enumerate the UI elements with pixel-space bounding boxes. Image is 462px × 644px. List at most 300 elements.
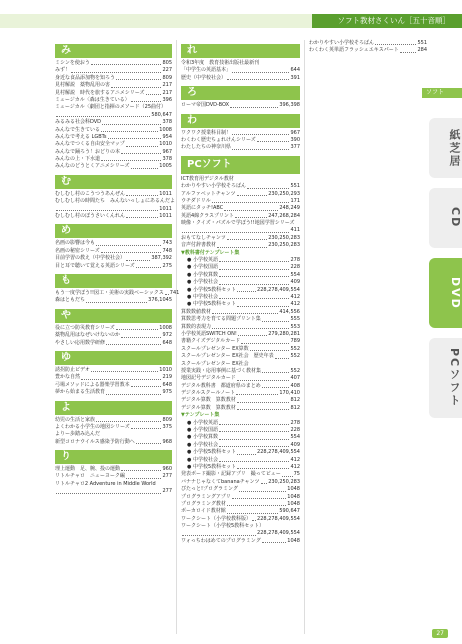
index-entry <box>181 250 300 257</box>
entry-page: 1011 <box>159 205 172 212</box>
entry-title: デジタル算数 算数教材 <box>181 397 236 404</box>
leader-dots <box>237 405 290 410</box>
entry-page: 1008 <box>159 324 172 331</box>
entry-page: 809 <box>162 74 172 81</box>
entry-page: 407 <box>290 375 300 382</box>
tab-cd[interactable]: CD <box>429 188 462 248</box>
leader-dots <box>237 375 290 380</box>
entry-page: 1048 <box>287 537 300 544</box>
entry-title: ウチダドリル <box>181 197 211 204</box>
section-heading: も <box>55 274 172 288</box>
entry-page: 377 <box>290 144 300 151</box>
entry-page: 552 <box>290 353 300 360</box>
entry-title: 書籍クイズデジタルカード <box>181 338 241 345</box>
entry-title: みんなのどうとくアニメシリーズ <box>55 163 130 170</box>
leader-dots <box>230 102 278 107</box>
entry-page: 228,278,409,554 <box>257 286 300 293</box>
entry-page: 277 <box>162 488 172 495</box>
index-entry <box>55 340 172 347</box>
entry-page: 967 <box>162 148 172 155</box>
entry-page: 396 <box>162 96 172 103</box>
leader-dots <box>238 331 267 336</box>
entry-title: 算数的表現力 <box>181 323 212 330</box>
entry-title: わかりやすい小学校そろばん <box>181 183 247 190</box>
leader-dots <box>247 183 289 188</box>
entry-title: スクールプレゼンター EX社会 歴史年表 <box>181 353 274 360</box>
leader-dots <box>219 420 290 425</box>
leader-dots <box>237 301 289 306</box>
entry-page: 391 <box>290 74 300 81</box>
index-entry <box>181 361 300 368</box>
leader-dots <box>252 516 256 521</box>
index-entry <box>181 130 300 137</box>
entry-title: スクールプレゼンター EX算数 <box>181 345 249 352</box>
entry-page: 227 <box>162 67 172 74</box>
leader-dots <box>262 368 289 373</box>
entry-title: みんなで考える LGBTs <box>55 133 107 140</box>
entry-title: 音声付辞書教材 <box>181 242 217 249</box>
entry-page: 75 <box>293 471 300 478</box>
entry-title: 令和3年度 教育技術出版社最新刊 <box>181 60 260 66</box>
leader-dots <box>131 163 159 168</box>
entry-page: 1048 <box>287 493 300 500</box>
entry-page: 552 <box>290 345 300 352</box>
leader-dots <box>375 40 416 45</box>
entry-title: みんなの上・下水道 <box>55 156 101 163</box>
entry-title: むしむし村のこうつうあんぜん <box>55 190 126 197</box>
leader-dots <box>136 263 162 268</box>
index-entry <box>55 127 172 134</box>
entry-title: 身近な食品添加物を知ろう <box>55 74 116 81</box>
entry-page: 748 <box>162 247 172 254</box>
index-entry <box>55 60 172 67</box>
entry-title: みるみる社会科DVD <box>55 119 102 126</box>
leader-dots <box>257 137 290 142</box>
entry-title: ミュージカル〈劇団と指揮のメソード（25曲付） <box>55 104 167 111</box>
index-column-2 <box>181 40 300 545</box>
entry-page: 414,556 <box>279 308 300 315</box>
entry-page: 378 <box>162 119 172 126</box>
entry-title: ● 中学校5教科セット <box>187 301 237 308</box>
entry-title: 目と耳で聴いて覚える英語シリーズ <box>55 262 135 269</box>
leader-dots <box>282 471 293 476</box>
entry-page: 968 <box>162 438 172 445</box>
entry-title: ● 小学校算数 <box>187 271 218 278</box>
entry-page: 277 <box>162 473 172 480</box>
index-entry <box>55 263 172 270</box>
entry-title: やさしい応用数学研修 <box>55 339 106 346</box>
entry-title: わたしたちの神奈川県 <box>181 144 232 151</box>
index-entry <box>181 523 300 530</box>
entry-title: 目前学習の教え（中学校社会） <box>55 255 126 262</box>
entry-title: プログラミング教材 <box>181 500 226 507</box>
entry-page: 741 <box>169 289 180 296</box>
entry-title: 誘拐防止ビデオ <box>55 366 90 373</box>
entry-page: 230,250,293 <box>268 190 300 197</box>
leader-dots <box>239 486 286 491</box>
index-entry <box>181 75 300 82</box>
index-entry <box>181 102 300 109</box>
entry-title: 夢から始まる生活教育 <box>55 389 106 396</box>
entry-title: むしむし村の時間たち みんないっしょにあるんだよ <box>55 198 176 205</box>
index-entry <box>181 242 300 249</box>
entry-title: 見村解説 薬物乱用の害 <box>55 82 111 89</box>
entry-title: 地図記号デジタルカード <box>181 375 236 382</box>
index-entry <box>181 353 300 360</box>
entry-page: 1008 <box>159 126 172 133</box>
entry-title: 英語4線クラスプリント <box>181 212 234 219</box>
entry-title: ● 小学校5教科セット <box>187 449 237 456</box>
leader-dots <box>237 464 289 469</box>
index-entry <box>55 431 172 438</box>
leader-dots <box>224 205 278 210</box>
leader-dots <box>250 346 290 351</box>
entry-page: 228,278,409,554 <box>257 449 300 456</box>
page-number: 27 <box>432 629 448 638</box>
section-heading: む <box>55 175 172 189</box>
leader-dots <box>232 144 289 149</box>
leader-dots <box>227 501 286 506</box>
leader-dots <box>237 449 256 454</box>
entry-title: ミシンを使おう <box>55 60 90 66</box>
entry-page: 228 <box>290 427 300 434</box>
entry-title: 発表ボード撮影・記録アプリ 撮ってビュー <box>181 471 281 478</box>
leader-dots <box>236 390 278 395</box>
entry-title: デジタル教科書 都道府県のまとめ <box>181 382 261 389</box>
leader-dots <box>136 439 162 444</box>
index-entry <box>55 417 172 424</box>
leader-dots <box>232 494 287 499</box>
index-column-1 <box>55 40 180 496</box>
entry-title: みず！ <box>55 67 71 74</box>
entry-title: わくわく英単語フラッシュエキスパート <box>309 47 399 54</box>
entry-page: 954 <box>162 133 172 140</box>
entry-title: ● 小学校社会 <box>187 441 218 448</box>
section-heading: り <box>55 450 172 464</box>
entry-title: 英語にタッチ!ABC <box>181 205 224 212</box>
entry-page: 1010 <box>159 366 172 373</box>
index-entry <box>181 412 300 419</box>
leader-dots <box>108 134 162 139</box>
index-entry <box>55 198 176 205</box>
index-entry <box>181 457 300 464</box>
entry-page: 284 <box>417 47 427 54</box>
leader-dots <box>219 434 290 439</box>
entry-title: わかりやすい小学校そろばん <box>309 40 375 46</box>
leader-dots <box>232 67 289 72</box>
index-entry <box>55 297 172 304</box>
leader-dots <box>262 538 287 543</box>
entry-page: 812 <box>290 397 300 404</box>
entry-title: ● 中学校社会 <box>187 456 218 463</box>
entry-title: 歴史（中学校社会） <box>181 74 227 81</box>
entry-page: 590,647 <box>279 508 300 515</box>
section-heading: わ <box>181 114 300 128</box>
leader-dots <box>121 466 161 471</box>
leader-dots <box>212 198 290 203</box>
entry-page: 789 <box>290 338 300 345</box>
index-entry <box>181 301 300 308</box>
leader-dots <box>86 297 147 302</box>
entry-page: 552 <box>290 367 300 374</box>
index-entry <box>181 213 300 220</box>
entry-page: 228 <box>290 264 300 271</box>
entry-title: 名画の影響は今も <box>55 240 96 247</box>
entry-page: 412 <box>290 301 300 308</box>
leader-dots <box>131 424 162 429</box>
entry-title: 薬物乱用はなぜいけないのか <box>55 332 121 339</box>
leader-dots <box>400 47 417 52</box>
section-heading: よ <box>55 401 172 415</box>
entry-page: 387,392 <box>151 255 172 262</box>
entry-page: 396,398 <box>279 102 300 109</box>
section-heading: ろ <box>181 86 300 100</box>
leader-dots <box>121 149 161 154</box>
index-entry <box>55 119 172 126</box>
leader-dots <box>101 127 158 132</box>
section-heading: PCソフト <box>181 156 300 174</box>
entry-page: 1048 <box>287 500 300 507</box>
entry-page: 217 <box>162 82 172 89</box>
index-entry <box>55 382 172 389</box>
entry-page: 551 <box>417 40 427 46</box>
sidebar-label: ソフト <box>422 88 462 98</box>
entry-title: 小学校英語SWITCH ON! <box>181 330 237 337</box>
entry-title: ローマ帝国DVD-BOX <box>181 102 230 109</box>
leader-dots <box>126 191 158 196</box>
entry-title: みんなでつくる自由安全マップ <box>55 141 125 148</box>
entry-page: 217 <box>162 89 172 96</box>
entry-page: 412 <box>290 456 300 463</box>
section-heading: れ <box>181 44 300 58</box>
column-divider <box>304 40 305 634</box>
leader-dots <box>116 75 161 80</box>
entry-title: ▼テンプレート集 <box>181 412 220 419</box>
entry-title: 算数思考力を育てる問題プリント集 <box>181 316 261 323</box>
leader-dots <box>126 141 158 146</box>
entry-title: スクールプレゼンター EX社会 <box>181 360 249 367</box>
entry-title: 幼児の生活と家族 <box>55 416 96 423</box>
index-entry <box>55 82 172 89</box>
index-entry <box>181 264 300 271</box>
leader-dots <box>219 457 290 462</box>
leader-dots <box>212 309 278 314</box>
index-entry <box>181 486 300 493</box>
entry-page: 972 <box>162 332 172 339</box>
leader-dots <box>56 488 161 493</box>
entry-title: ● 小学校5教科セット <box>187 286 237 293</box>
index-entry <box>55 90 172 97</box>
index-entry <box>181 508 300 515</box>
entry-title: 授業実践・応用事例に基づく教材集 <box>181 367 262 374</box>
leader-dots <box>237 287 256 292</box>
entry-page: 555 <box>290 316 300 323</box>
entry-page: 390 <box>290 136 300 143</box>
entry-page: 412 <box>290 463 300 470</box>
leader-dots <box>261 479 268 484</box>
entry-title: ワークシート（小学校5教科セット） <box>181 523 265 530</box>
entry-title: プログラミングアプリ <box>181 493 231 500</box>
entry-page: 1010 <box>159 141 172 148</box>
leader-dots <box>126 473 162 478</box>
index-entry <box>181 227 300 234</box>
entry-page: 1048 <box>287 486 300 493</box>
entry-page: 409 <box>290 441 300 448</box>
entry-title: ● 小学校算数 <box>187 434 218 441</box>
index-entry <box>181 434 300 441</box>
index-entry <box>181 383 300 390</box>
entry-title: ミュージカル〈森は生きている〉 <box>55 96 130 103</box>
index-entry <box>181 287 300 294</box>
section-heading: め <box>55 224 172 238</box>
leader-dots <box>237 397 290 402</box>
leader-dots <box>101 248 162 253</box>
leader-dots <box>126 255 150 260</box>
index-entry <box>181 191 300 198</box>
index-entry <box>309 47 427 54</box>
entry-page: 805 <box>162 60 172 66</box>
entry-page: 412 <box>290 293 300 300</box>
leader-dots <box>146 90 162 95</box>
index-entry <box>181 538 300 545</box>
leader-dots <box>219 279 290 284</box>
leader-dots <box>126 213 158 218</box>
entry-page: 975 <box>162 389 172 396</box>
leader-dots <box>219 264 290 269</box>
leader-dots <box>232 130 289 135</box>
entry-page: 275 <box>162 262 172 269</box>
tab-dvd[interactable]: DVD <box>429 258 462 328</box>
tab-kamishibai[interactable]: 紙芝居 <box>429 118 462 178</box>
entry-title: 理上運動 足、腕、投の運動 <box>55 466 121 473</box>
entry-title: 「中学生の英語基本」 <box>181 67 232 74</box>
entry-page: 553 <box>290 323 300 330</box>
entry-page: 378 <box>162 156 172 163</box>
entry-page: 376,1045 <box>148 297 172 304</box>
section-heading: ゆ <box>55 351 172 365</box>
entry-title: みんなで生きている <box>55 126 101 133</box>
entry-title: 算数数値教材 <box>181 308 212 315</box>
entry-title: よくわかる小学生の地図シリーズ <box>55 423 130 430</box>
entry-page: 809 <box>162 416 172 423</box>
entry-page: 278 <box>290 257 300 264</box>
index-entry <box>181 324 300 331</box>
leader-dots <box>101 156 161 161</box>
entry-page: 409 <box>290 279 300 286</box>
entry-title: ● 小学校社会 <box>187 279 218 286</box>
leader-dots <box>219 442 290 447</box>
index-entry <box>181 316 300 323</box>
index-entry <box>181 420 300 427</box>
index-entry <box>181 397 300 404</box>
entry-title: もう一度学ぼう!!図工・美術の実践ベーシックス <box>55 289 164 296</box>
entry-page: 411 <box>290 227 300 234</box>
index-entry <box>181 471 300 478</box>
entry-title: ワォっちわはめてのプログラミング <box>181 537 261 544</box>
entry-page: 648 <box>162 381 172 388</box>
entry-page: 644 <box>290 67 300 74</box>
index-entry <box>181 516 300 523</box>
leader-dots <box>219 272 290 277</box>
leader-dots <box>131 382 162 387</box>
entry-title: ワークシート（小学校教科版） <box>181 515 252 522</box>
entry-page: 228,278,409,554 <box>257 530 300 537</box>
index-entry <box>181 346 300 353</box>
index-entry <box>55 374 172 381</box>
entry-title: ワクワク授業科目制！ <box>181 129 232 136</box>
index-entry <box>181 67 300 74</box>
index-entry <box>55 163 172 170</box>
entry-title: 映像・クイズ・パズルで学ぼう!!地図学習シリーズ <box>181 220 295 227</box>
entry-page: 554 <box>290 434 300 441</box>
index-entry <box>55 206 172 213</box>
leader-dots <box>116 325 159 330</box>
entry-page: 1005 <box>159 163 172 170</box>
leader-dots <box>217 242 267 247</box>
tab-pc-software[interactable]: PCソフト <box>429 338 462 418</box>
entry-title: 役に立つ防災教育シリーズ <box>55 324 115 331</box>
index-column-3 <box>309 40 427 55</box>
index-entry <box>181 375 300 382</box>
leader-dots <box>131 97 162 102</box>
index-entry <box>181 530 300 537</box>
page-title: ソフト教材さくいん［五十音順］ <box>312 14 462 28</box>
leader-dots <box>111 82 161 87</box>
index-entry <box>181 183 300 190</box>
entry-title: ボーカロイド教材館 <box>181 508 226 515</box>
entry-title: アルファベットチャンツ <box>181 190 236 197</box>
entry-title: 名画の秘密シリーズ <box>55 247 100 254</box>
entry-page: 375 <box>162 423 172 430</box>
index-entry <box>55 389 172 396</box>
index-entry <box>181 144 300 151</box>
entry-title: ▼教科書付テンプレート集 <box>181 249 240 256</box>
entry-page: 960 <box>162 466 172 473</box>
entry-page: 219 <box>162 374 172 381</box>
leader-dots <box>219 257 290 262</box>
entry-title: デジタルスクールノート <box>181 390 236 397</box>
entry-title: ● 小学校国語 <box>187 264 218 271</box>
entry-page: 279,280,281 <box>268 330 300 337</box>
index-entry <box>181 494 300 501</box>
entry-title: ● 小学校英語 <box>187 257 218 264</box>
leader-dots <box>102 119 161 124</box>
index-entry <box>55 473 172 480</box>
leader-dots <box>275 353 290 358</box>
entry-page: 230,250,283 <box>268 234 300 241</box>
entry-title: リトルチャロ ニューヨーク編 <box>55 473 125 480</box>
index-entry <box>55 439 172 446</box>
entry-page: 554 <box>290 271 300 278</box>
entry-page: 1011 <box>159 190 172 197</box>
entry-title: ● 小学校国語 <box>187 427 218 434</box>
leader-dots <box>106 340 161 345</box>
entry-title: 豊かな自然 <box>55 374 81 381</box>
leader-dots <box>235 213 267 218</box>
leader-dots <box>121 332 161 337</box>
entry-title: おもてなしチャンツ <box>181 234 226 241</box>
entry-page: 648 <box>162 339 172 346</box>
entry-page: 967 <box>290 129 300 136</box>
leader-dots <box>96 240 161 245</box>
entry-title: 森はともだち <box>55 297 86 304</box>
leader-dots <box>227 75 289 80</box>
index-entry <box>55 255 172 262</box>
leader-dots <box>106 389 161 394</box>
index-entry <box>55 488 172 495</box>
entry-page: 812 <box>290 404 300 411</box>
entry-title: ● 中学校社会 <box>187 293 218 300</box>
